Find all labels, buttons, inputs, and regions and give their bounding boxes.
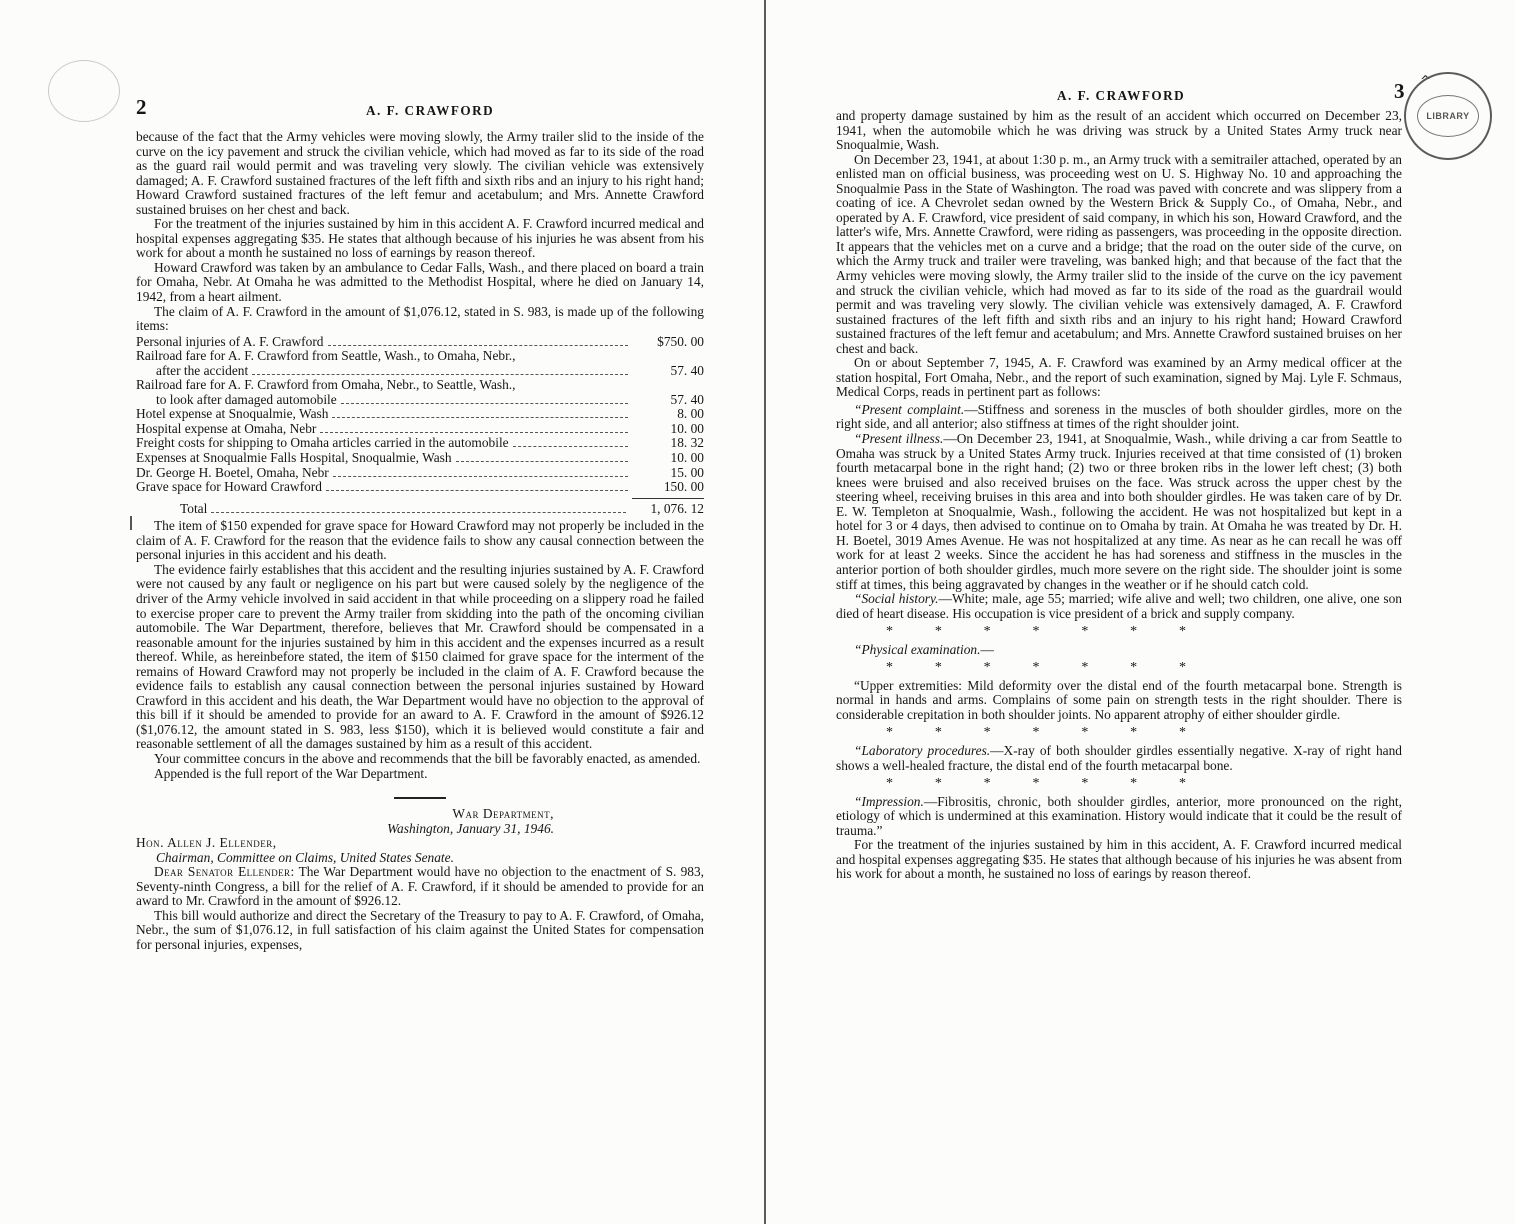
report-paragraph [836,432,1402,592]
claim-item-amount: 18. 32 [670,435,704,451]
claim-item-amount: 10. 00 [670,420,704,436]
star: * [886,776,893,792]
page-number: 2 [136,95,147,119]
star: * [934,624,942,640]
omission-stars [886,661,1186,676]
star: * [1081,660,1089,676]
claim-item [136,349,704,364]
sum-rule [632,498,704,499]
star: * [983,776,991,792]
letter-text: The War Department would have no objection to the enactment of S. 983, Seventy-ninth Congress, a bill for the relief of A. F. Crawford, if it should be amended to provide for an award to Mr. Crawford in the amount of $926.12. [136,864,705,909]
paragraph: The evidence fairly establishes that this accident and the resulting injuries sustained by A. F. Crawford were not caused by any fault or negligence on his part but were caused solely by the negligence of the driver of the Army vehicle involved in said accident in that while proceeding on a slippery road he failed to exercise proper care to prevent the Army trailer from skidding into the path of the oncoming civilian automobile. The War Department, therefore, believes that Mr. Crawford should be compensated in a reasonable amount for the injuries sustained by him in this accident and the expenses incurred as a result thereof. While, as hereinbefore stated, the item of $150 claimed for grave space for the interment of the remains of Howard Crawford may not properly be included in the claim of A. F. Crawford because the evidence fails to establish any causal connection between the personal injuries sustained by Howard Crawford in this accident and his death, the War Department would have no objection to the approval of this bill if it should be amended to provide for an award to A. F. Crawford in the amount of $926.12 ($1,076.12, the amount stated in S. 983, less $150), which it is believed would constitute a fair and reasonable settlement of all the damages sustained by him as a result of this accident. [136,561,704,752]
stamp-text: LIBRARY [1417,95,1479,137]
paragraph: The claim of A. F. Crawford in the amount of $1,076.12, stated in S. 983, is made up of the following items: [136,303,704,334]
report-paragraph: “Upper extremities: Mild deformity over the distal end of the fourth metacarpal bone. Strength is normal in hands and arms. Complains of some pain on strength tests in the right shoulder. There is considerable crepitation in both shoulder joints. No apparent atrophy of either shoulder girdle. [836,677,1402,722]
star: * [934,725,942,741]
claim-item-amount: 57. 40 [670,362,704,378]
page-right [766,0,1515,1224]
section-text: —Stiffness and soreness in the muscles of both shoulder girdles, more on the right side, and all anterior; also stiffness at times of the right shoulder joint. [836,401,1402,432]
claim-item [136,378,704,393]
star: * [1081,776,1089,792]
claim-item-description: Personal injuries of A. F. Crawford [136,333,324,349]
caret-mark: ^ [1420,74,1431,89]
claim-item-amount: 150. 00 [663,479,704,495]
letter-paragraph: This bill would authorize and direct the Secretary of the Treasury to pay to A. F. Crawford, of Omaha, Nebr., the sum of $1,076.12, in full satisfaction of his claim against the United States for compensation for personal injuries, expenses, [136,907,704,952]
star: * [983,725,991,741]
omission-stars [886,625,1186,640]
star: * [1081,725,1089,741]
section-text: —X-ray of both shoulder girdles essentially negative. X-ray of right hand shows a well-healed fracture, the distal end of the fourth metacarpal bone. [836,742,1403,773]
star: * [1178,725,1186,741]
star: * [1032,624,1040,640]
claim-item [136,436,704,451]
paragraph: On or about September 7, 1945, A. F. Crawford was examined by an Army medical officer at the station hospital, Fort Omaha, Nebr., and the report of such examination, signed by Maj. Lyle F. Schmaus, Medical Corps, reads in pertinent part as follows: [836,355,1402,400]
report-paragraph [836,592,1402,621]
claim-item-amount: $750. 00 [657,333,704,349]
claim-item [136,393,704,408]
star: * [1130,725,1138,741]
star: * [1130,660,1138,676]
paragraph: because of the fact that the Army vehicles were moving slowly, the Army trailer slid to the inside of the curve on the icy pavement and struck the civilian vehicle, which had moved as far to its side of the road as the guard rail would permit and was traveling very slowly. The civilian vehicle was extensively damaged; A. F. Crawford sustained fractures of the left fifth and sixth ribs and an injury to his right hand; Howard Crawford sustained fractures of the left femur and acetabulum; and Mrs. Annette Crawford sustained bruises on her chest and back. [136,129,704,217]
claim-item-description: Railroad fare for A. F. Crawford from Omaha, Nebr., to Seattle, Wash., [136,377,516,393]
total-label: Total [180,500,208,516]
letter-paragraph [136,865,704,909]
letter-addressee [136,836,704,865]
claim-item [136,335,704,350]
addressee-title: Chairman, Committee on Claims, United States Senate. [156,849,454,865]
paragraph: and property damage sustained by him as the result of an accident which occurred on December 23, 1941, when the automobile which he was driving was struck by a United States Army truck near Snoqualmie, Wash. [836,108,1402,153]
star: * [934,660,942,676]
paragraph: Howard Crawford was taken by an ambulance to Cedar Falls, Wash., and there placed on board a train for Omaha, Nebr. At Omaha he was admitted to the Methodist Hospital, where he died on January 14, 1942, from a heart ailment. [136,259,704,305]
claim-item-description: Dr. George H. Boetel, Omaha, Nebr [136,464,329,480]
claim-item-amount: 57. 40 [670,391,704,407]
claim-item-description-cont: to look after damaged automobile [156,391,337,407]
running-head: A. F. CRAWFORD [366,103,495,118]
claim-item-description: Grave space for Howard Crawford [136,479,322,495]
margin-mark [130,516,132,530]
star: * [886,660,893,676]
section-label: “Present illness. [854,431,944,447]
star: * [1081,624,1089,640]
claim-item-amount: 8. 00 [677,406,704,422]
claim-item-amount: 10. 00 [670,450,704,466]
claim-item-description: Hotel expense at Snoqualmie, Wash [136,406,329,422]
star: * [1178,624,1186,640]
claim-items-table [136,335,704,517]
star: * [1178,776,1186,792]
claim-item [136,451,704,466]
star: * [1032,725,1040,741]
claim-total-row [136,502,704,517]
paragraph: On December 23, 1941, at about 1:30 p. m., an Army truck with a semitrailer attached, operated by an enlisted man on official business, was proceeding west on U. S. Highway No. 10 and approaching the Snoqualmie Pass in the State of Washington. The road was paved with concrete and was slippery from a coating of ice. A Chevrolet sedan owned by the Western Brick & Supply Co., of Omaha, Nebr., and operated by A. F. Crawford, vice president of said company, in which his son, Howard Crawford, and the latter's wife, Mrs. Annette Crawford, were riding as passengers, was proceeding in the opposite direction. It appears that the vehicles met on a curve and a bridge; that the road on the outer side of the curve, on which the Army truck and trailer were traveling, was banked high; and that because of the fact that the Army vehicles were moving slowly, the Army trailer slid to the inside of the curve on the icy pavement and struck the civilian vehicle, which had moved as far to its side of the road as the guardrail would permit and was traveling very slowly. The civilian vehicle was extensively damaged, A. F. Crawford sustained fractures of the left fifth and sixth ribs and an injury to his right hand; Howard Crawford sustained fractures of the left femur and acetabulum; and Mrs. Annette Crawford sustained bruises on her chest and back. [836,151,1402,356]
claim-item-description-cont: after the accident [156,362,249,378]
claim-item [136,466,704,481]
star: * [1032,660,1040,676]
omission-stars [886,726,1186,741]
report-paragraph [836,403,1402,432]
star: * [886,725,893,741]
claim-item [136,480,704,495]
running-head: A. F. CRAWFORD [1057,88,1186,103]
claim-item-description: Railroad fare for A. F. Crawford from Seattle, Wash., to Omaha, Nebr., [136,348,516,364]
star: * [983,660,991,676]
claim-item [136,407,704,422]
page-number: 3 [1394,79,1405,103]
section-text: —White; male, age 55; married; wife alive and well; two children, one alive, one son died of heart disease. His occupation is vice president of a brick and supply company. [836,591,1402,621]
letter-dateline [136,807,704,836]
paragraph: Appended is the full report of the War Department. [154,765,428,781]
star: * [934,776,942,792]
letter-date: Washington, January 31, 1946. [387,820,554,836]
paragraph: The item of $150 expended for grave space for Howard Crawford may not properly be included in the claim of A. F. Crawford for the reason that the evidence fails to show any causal connection between the personal injuries in this accident and his death. [136,518,704,563]
section-text: —On December 23, 1941, at Snoqualmie, Wash., while driving a car from Seattle to Omaha was struck by a United States Army truck. Injuries received at that time consisted of (1) broken fourth metacarpal bone in the right hand; (2) two or three broken ribs in the lower left chest; (3) both knees were bruised and also received bruises on the face. Was struck across the upper chest by the steering wheel, receiving bruises in this area and into both shoulder girdles. He was taken care of by Dr. E. W. Templeton at Snoqualmie, Wash., following the accident. He was not hospitalized but kept in a hotel for 3 or 4 days, then advised to continue on to Omaha by train. At Omaha he was treated by Dr. H. H. Boetel, 3019 Ames Avenue. He was not hospitalized at any time. As near as he can recall he was off work for at least 2 weeks. Since the accident he has had soreness and stiffness in the muscles in the anterior portion of both shoulder girdles, much more severe on the right side. The shoulder joint is some stiff at times, this being aggravated by changes in the weather or if he should catch cold. [836,431,1402,592]
star: * [1130,624,1138,640]
stamp-bleed-mark [48,60,120,122]
claim-item-description: Expenses at Snoqualmie Falls Hospital, Snoqualmie, Wash [136,450,452,466]
page-body [836,109,1402,882]
section-text: —Fibrositis, chronic, both shoulder girdles, anterior, more pronounced on the right, etiology of which is undermined at this examination. History would indicate that it could be the result of trauma.” [836,793,1402,838]
claim-item-description: Hospital expense at Omaha, Nebr [136,420,317,436]
report-paragraph [836,643,1402,658]
claim-item-amount: 15. 00 [670,464,704,480]
omission-stars [886,777,1186,792]
department-name: War Department, [452,806,554,822]
claim-item [136,364,704,379]
section-label: “Social history. [854,591,939,607]
separator-rule [394,797,446,799]
report-paragraph [836,744,1402,773]
section-label: “Present complaint. [854,401,965,417]
salutation: Dear Senator Ellender: [154,864,295,880]
star: * [1130,776,1138,792]
total-amount: 1, 076. 12 [650,500,704,516]
page-body [136,130,704,953]
star: * [983,624,991,640]
section-text: — [980,641,994,657]
section-label: “Impression. [854,793,924,809]
section-label: “Physical examination. [854,641,981,657]
star: * [1032,776,1040,792]
paragraph: Your committee concurs in the above and recommends that the bill be favorably enacted, as amended. [154,750,701,766]
library-stamp [1404,72,1492,160]
star: * [1178,660,1186,676]
section-label: “Laboratory procedures. [854,742,991,758]
report-paragraph [836,795,1402,839]
paragraph: For the treatment of the injuries sustained by him in this accident, A. F. Crawford incurred medical and hospital expenses aggregating $35. He states that although because of his injuries he was absent from his work for about a month, he sustained no loss of earings by reason thereof. [836,837,1402,882]
claim-item-description: Freight costs for shipping to Omaha articles carried in the automobile [136,435,509,451]
star: * [886,624,893,640]
addressee-name: Hon. Allen J. Ellender, [136,835,277,851]
claim-item [136,422,704,437]
paragraph: For the treatment of the injuries sustained by him in this accident A. F. Crawford incurred medical and hospital expenses aggregating $35. He states that although because of his injuries he was absent from his work for about a month he sustained no loss of earnings by reason thereof. [136,216,704,261]
